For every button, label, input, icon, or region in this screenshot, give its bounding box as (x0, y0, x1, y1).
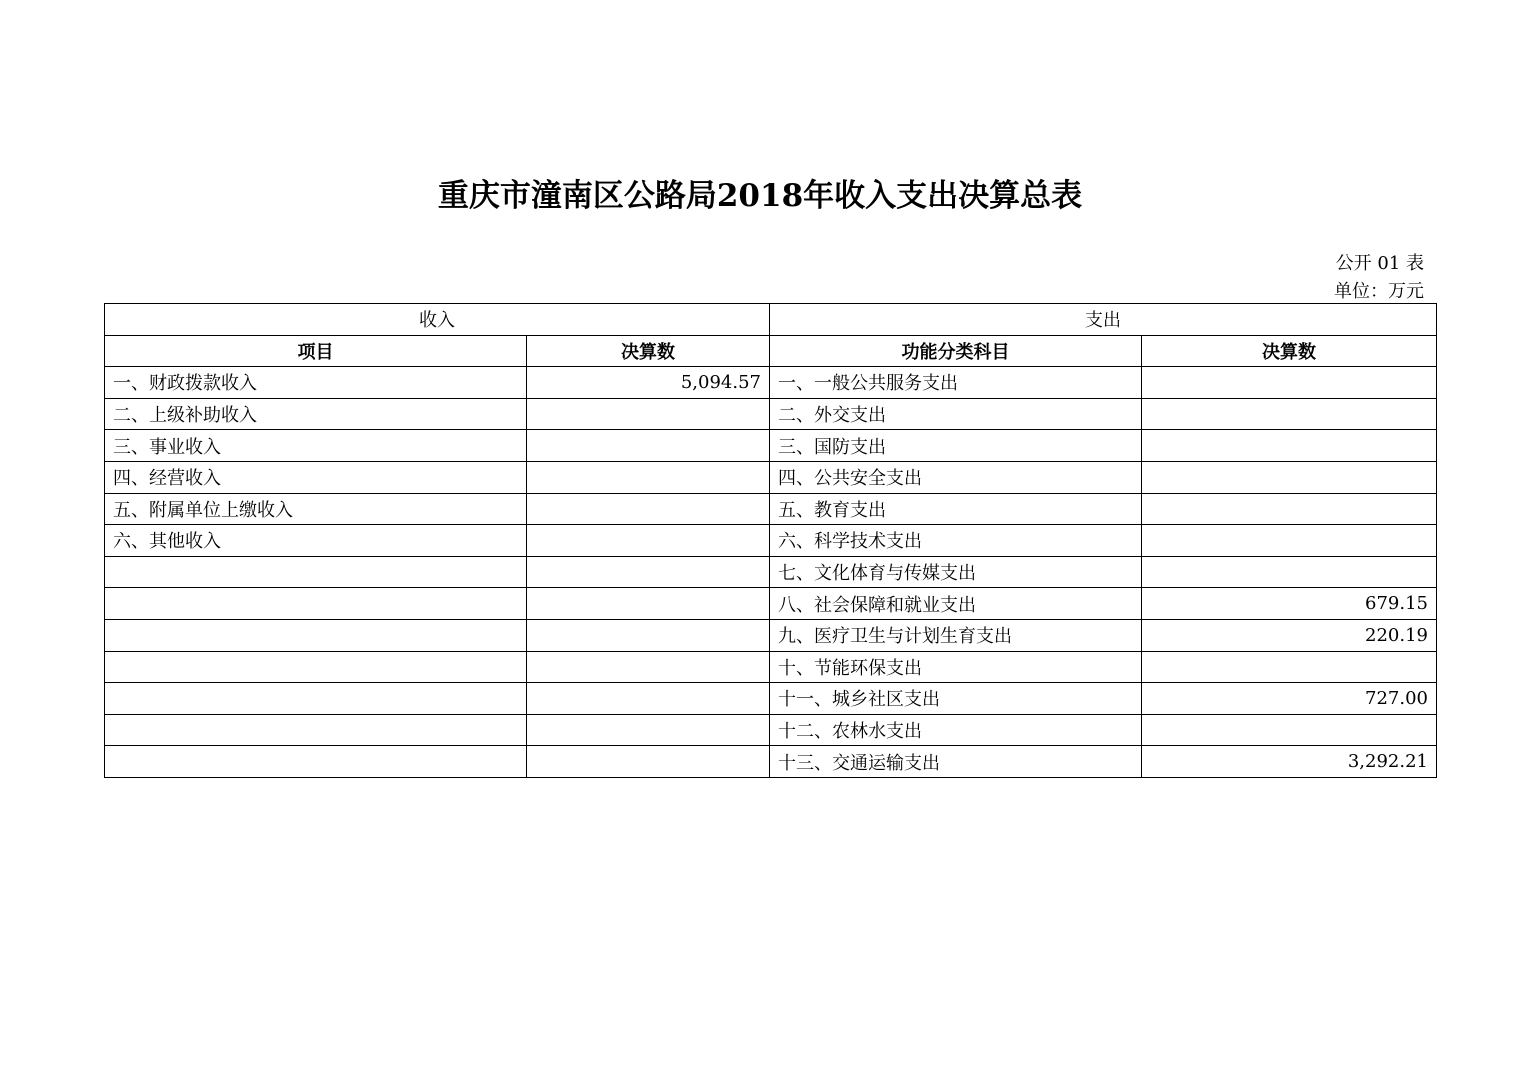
expense-item-cell: 五、教育支出 (770, 493, 1142, 525)
expense-item-cell: 九、医疗卫生与计划生育支出 (770, 619, 1142, 651)
table-row (105, 398, 1437, 430)
expense-amount-cell: 3,292.21 (1142, 746, 1437, 778)
income-amount-cell (527, 461, 770, 493)
income-item-cell (105, 619, 527, 651)
table-row (105, 683, 1437, 715)
income-amount-cell (527, 398, 770, 430)
expense-item-cell: 二、外交支出 (770, 398, 1142, 430)
income-amount-cell (527, 588, 770, 620)
income-item-cell: 一、财政拨款收入 (105, 367, 527, 399)
income-amount-cell: 5,094.57 (527, 367, 770, 399)
expense-amount-cell (1142, 398, 1437, 430)
income-amount-cell (527, 683, 770, 715)
income-amount-cell (527, 525, 770, 557)
income-item-cell (105, 683, 527, 715)
table-row (105, 619, 1437, 651)
income-expense-table (104, 303, 1437, 778)
income-amount-cell (527, 651, 770, 683)
table-row (105, 556, 1437, 588)
column-header-row (105, 335, 1437, 367)
income-item-cell (105, 588, 527, 620)
table-row (105, 430, 1437, 462)
expense-group-header: 支出 (770, 304, 1437, 336)
form-code: 公开 01 表 (1335, 253, 1424, 274)
table-row (105, 367, 1437, 399)
income-item-cell (105, 714, 527, 746)
income-item-cell: 二、上级补助收入 (105, 398, 527, 430)
expense-item-cell: 十二、农林水支出 (770, 714, 1142, 746)
unit-label: 单位：万元 (1334, 281, 1424, 302)
expense-amount-cell (1142, 651, 1437, 683)
income-amount-cell (527, 556, 770, 588)
expense-amount-cell (1142, 367, 1437, 399)
expense-amount-cell: 220.19 (1142, 619, 1437, 651)
income-item-cell (105, 746, 527, 778)
table-row (105, 493, 1437, 525)
table-row (105, 714, 1437, 746)
table-body (105, 367, 1437, 778)
expense-amount-header: 决算数 (1142, 335, 1437, 367)
expense-item-cell: 八、社会保障和就业支出 (770, 588, 1142, 620)
expense-item-cell: 七、文化体育与传媒支出 (770, 556, 1142, 588)
expense-amount-cell (1142, 430, 1437, 462)
income-amount-header: 决算数 (527, 335, 770, 367)
income-item-cell: 五、附属单位上缴收入 (105, 493, 527, 525)
expense-amount-cell (1142, 493, 1437, 525)
table-row (105, 746, 1437, 778)
expense-amount-cell: 679.15 (1142, 588, 1437, 620)
expense-item-cell: 十一、城乡社区支出 (770, 683, 1142, 715)
income-item-cell (105, 556, 527, 588)
income-item-cell: 六、其他收入 (105, 525, 527, 557)
income-item-cell (105, 651, 527, 683)
income-amount-cell (527, 746, 770, 778)
expense-item-cell: 十三、交通运输支出 (770, 746, 1142, 778)
table-row (105, 461, 1437, 493)
table-row (105, 525, 1437, 557)
income-amount-cell (527, 430, 770, 462)
expense-amount-cell (1142, 525, 1437, 557)
table-row (105, 588, 1437, 620)
expense-amount-cell (1142, 461, 1437, 493)
group-header-row (105, 304, 1437, 336)
income-group-header: 收入 (105, 304, 770, 336)
expense-amount-cell: 727.00 (1142, 683, 1437, 715)
page-title: 重庆市潼南区公路局2018年收入支出决算总表 (437, 178, 1083, 214)
table-row (105, 651, 1437, 683)
expense-item-cell: 六、科学技术支出 (770, 525, 1142, 557)
income-amount-cell (527, 714, 770, 746)
expense-amount-cell (1142, 556, 1437, 588)
income-item-cell: 三、事业收入 (105, 430, 527, 462)
income-amount-cell (527, 619, 770, 651)
expense-amount-cell (1142, 714, 1437, 746)
income-amount-cell (527, 493, 770, 525)
expense-item-header: 功能分类科目 (770, 335, 1142, 367)
expense-item-cell: 十、节能环保支出 (770, 651, 1142, 683)
expense-item-cell: 三、国防支出 (770, 430, 1142, 462)
expense-item-cell: 四、公共安全支出 (770, 461, 1142, 493)
expense-item-cell: 一、一般公共服务支出 (770, 367, 1142, 399)
income-item-cell: 四、经营收入 (105, 461, 527, 493)
income-item-header: 项目 (105, 335, 527, 367)
